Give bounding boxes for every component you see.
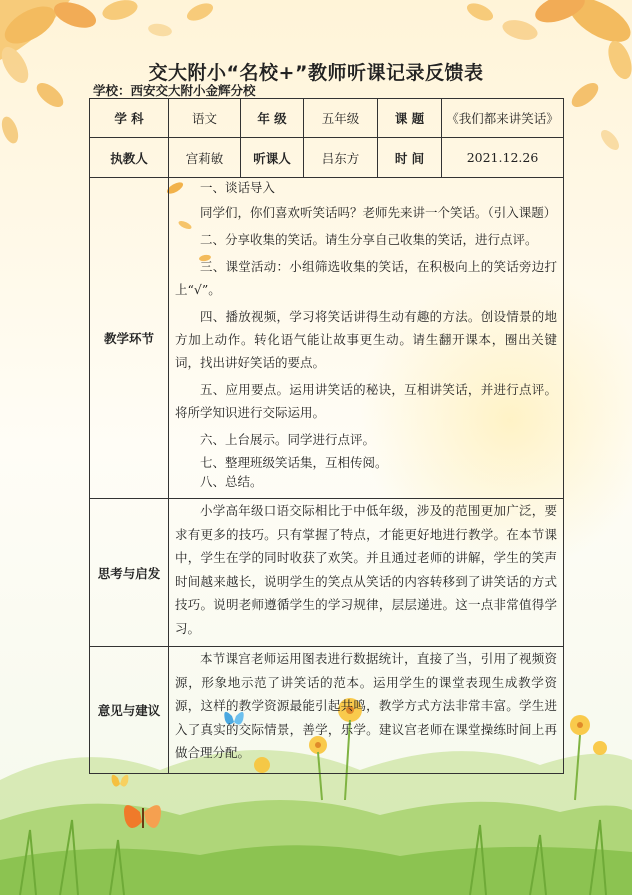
teacher-label: 执教人 xyxy=(90,138,169,178)
teaching-step: 四、播放视频，学习将笑话讲得生动有趣的方法。创设情景的地方加上动作。转化语气能让故事更生动。请生翻开课本，圈出关键词，找出讲好笑话的要点。 xyxy=(175,309,557,370)
topic-value: 《我们都来讲笑话》 xyxy=(442,99,564,138)
suggestion-text: 本节课宫老师运用图表进行数据统计，直接了当，引用了视频资源，形象地示范了讲笑话的范本。运用学生的课堂表现生成教学资源，这样的教学资源最能引起共鸣，教学方式方法非常丰富。学生进入了真实的交际情景，善学，乐学。建议宫老师在课堂操练时间上再做合理分配。 xyxy=(175,651,557,760)
grade-value: 五年级 xyxy=(304,99,378,138)
teaching-step: 同学们，你们喜欢听笑话吗？老师先来讲一个笑话。（引入课题） xyxy=(200,205,557,220)
observer-label: 听课人 xyxy=(241,138,304,178)
reflection-content xyxy=(169,499,564,647)
suggestion-label: 意见与建议 xyxy=(90,647,169,774)
teacher-value: 宫莉敏 xyxy=(169,138,241,178)
info-row-teacher xyxy=(90,138,564,178)
subject-value: 语文 xyxy=(169,99,241,138)
teaching-step: 七、整理班级笑话集，互相传阅。 xyxy=(200,455,388,470)
page-title: 交大附小“名校+”教师听课记录反馈表 xyxy=(148,62,484,84)
topic-label: 课 题 xyxy=(378,99,442,138)
teaching-step: 六、上台展示。同学进行点评。 xyxy=(200,432,376,447)
suggestion-section xyxy=(90,647,564,774)
grade-label: 年 级 xyxy=(241,99,304,138)
teaching-content xyxy=(169,178,564,499)
teaching-step: 五、应用要点。运用讲笑话的秘诀，互相讲笑话，并进行点评。将所学知识进行交际运用。 xyxy=(175,382,557,420)
time-label: 时 间 xyxy=(378,138,442,178)
feedback-table xyxy=(89,98,564,774)
teaching-step: 一、谈话导入 xyxy=(200,180,276,195)
time-value: 2021.12.26 xyxy=(442,138,564,178)
subject-label: 学 科 xyxy=(90,99,169,138)
teaching-step: 八、总结。 xyxy=(200,474,263,489)
reflection-label: 思考与启发 xyxy=(90,499,169,647)
reflection-text: 小学高年级口语交际相比于中低年级，涉及的范围更加广泛，要求有更多的技巧。只有掌握了特点，才能更好地进行教学。在本节课中，学生在学的同时收获了欢笑。并且通过老师的讲解，学生的笑声时间越来越长，说明学生的笑点从笑话的内容转移到了讲笑话的方式技巧。说明老师遵循学生的学习规律，层层递进。这一点非常值得学习。 xyxy=(175,503,557,636)
teaching-label: 教学环节 xyxy=(90,178,169,499)
reflection-section xyxy=(90,499,564,647)
info-row-subject xyxy=(90,99,564,138)
observer-value: 吕东方 xyxy=(304,138,378,178)
teaching-section xyxy=(90,178,564,499)
teaching-step: 二、分享收集的笑话。请生分享自己收集的笑话，进行点评。 xyxy=(200,232,538,247)
school-name: 学校：西安交大附小金辉分校 xyxy=(93,83,256,98)
teaching-step: 三、课堂活动：小组筛选收集的笑话，在积极向上的笑话旁边打上“√”。 xyxy=(175,259,557,297)
suggestion-content xyxy=(169,647,564,774)
